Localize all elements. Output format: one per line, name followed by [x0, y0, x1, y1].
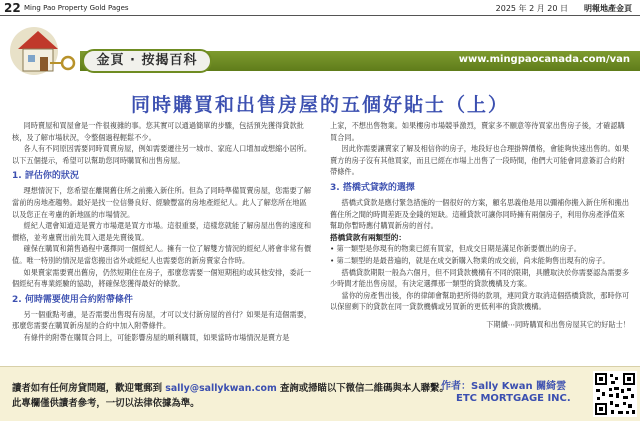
body-paragraph: 經紀人還會知道這是賣方市場還是買方市場。這很重要，這樣您就能了解房屋出售的速度和價格，並考慮賣出前先買入還是先賣後買。 — [12, 221, 312, 242]
list-item: • 第一類型是你現有的物業已經有買家，但成交日期是滿足你新要價出的房子。 — [330, 244, 581, 254]
body-paragraph: 因此你需要讓賣家了解及相信你的房子，地段好也合理掛牌價格，會能夠快速出售的。如果賣方的房子沒有其他買家，而且已經在市場上出售了一段時間，他們大可能會同意簽訂合約附帶條件。 — [330, 144, 630, 177]
author-name: 作者：Sally Kwan 關綺雲 — [441, 381, 567, 392]
footer-text: 讀者如有任何房貸問題，歡迎電郵到 — [12, 383, 166, 394]
body-paragraph: 搭橋貸款期限一般為六個月，但不同貸款機構有不同的限期，具體取決於你需要認為需要多少時間才能出售房屋，有決定選擇那一類型的貸款機構及方案。 — [330, 267, 630, 289]
intro-paragraph: 同時賣屋和買屋會是一件很複雜的事。您其實可以通過簡單的步驟，包括預先獲得貸款批核，及了解市場狀況，令整個過程輕鬆不少。 — [12, 121, 304, 142]
body-paragraph: 如果賣家需要賣出舊房，仍然短期住在房子，那麼您需要一個短期租約或其他安排，委託一個經紀有專業經驗的協助，將確保您獲得最好的條款。 — [12, 267, 312, 289]
footer-contact-line — [12, 380, 449, 394]
issue-date: 2025 年 2 月 20 日 — [495, 4, 568, 13]
intro-paragraph: 各人有不同原因需要同時買賣房屋，例如需要遷往另一城市、家庭人口增加或想縮小居所。以下五個提示，希望可以幫助您同時購買和出售房屋。 — [12, 144, 312, 165]
column-banner — [80, 51, 640, 71]
footer-box — [0, 366, 640, 421]
website-link[interactable]: www.mingpaocanada.com/van — [458, 54, 630, 65]
section-heading-3: 3. 搭橋式貸款的選擇 — [330, 182, 415, 193]
body-paragraph: 上家，不想出售物業。如果樓房市場競爭激烈，賣家多不願意等待買家出售房子後，才確認購買合同。 — [330, 121, 625, 142]
article-left-column — [12, 120, 312, 344]
body-paragraph: 當你的房產售出後，你的律師會幫助把所得的款項，連同貸方取消這個搭橋貸款，那時你可以保留剩下的貸款在同一貸款機構或另買新的更低利率的貸款機構。 — [330, 290, 630, 312]
body-paragraph: 搭橋式貸款是應付緊急措施的一個很好的方案，顧名思義他是用以彌補你搬入新住所和搬出舊住所之間的時間差距及金錢的短缺。這種貸款可讓你同時擁有兩個房子，利用你房產淨值來幫助你暫時應付購買新房的首付。 — [330, 197, 630, 231]
list-item: • 第二類型的是最普遍的，就是在成交新購入物業的成交前，尚未能夠售出現有的房子。 — [330, 255, 610, 265]
sub-heading: 搭橋貸款有兩類型的： — [330, 232, 406, 242]
page-top-bar — [0, 0, 640, 16]
email-link[interactable]: sally@sallykwan.com — [165, 383, 277, 394]
bullet-list — [330, 243, 630, 266]
column-header — [0, 17, 640, 81]
house-with-key-icon — [4, 19, 86, 79]
article-right-column — [330, 120, 630, 331]
publication-name: Ming Pao Property Gold Pages — [24, 4, 129, 12]
page-number: 22 — [4, 1, 21, 15]
wechat-qr-code-icon[interactable] — [593, 371, 637, 417]
body-paragraph: 另一個重點考慮，是否需要出售現有房屋，才可以支付新房屋的首付？如果是有這個需要，那麼您需要在購買新房屋的合約中加入附帶條件。 — [12, 309, 312, 331]
column-title: 金頁 · 按揭百科 — [82, 49, 212, 73]
section-heading-1: 1. 評估你的狀況 — [12, 171, 79, 182]
to-be-continued: 下期續⋯同時購買和出售房屋其它的好貼士！ — [486, 319, 630, 329]
body-paragraph: 理想情況下，您希望在離開舊住所之前搬入新住所。但為了同時準備買賣房屋，您需要了解當前的房地產趨勢。最好是找一位信譽良好、經驗豐富的房地產經紀人。此人了解您所在地區以及您正在考慮的新地區的市場情況。 — [12, 186, 312, 219]
company-name: ETC MORTGAGE INC. — [456, 393, 571, 404]
footer-disclaimer: 此專欄僅供讀者參考，一切以法律依據為準。 — [12, 398, 200, 409]
footer-text: 查詢或掃瞄以下微信二維碼與本人聯繫。 — [276, 383, 449, 394]
section-heading-2: 2. 何時需要使用合約附帶條件 — [12, 294, 133, 305]
article-headline: 同時購買和出售房屋的五個好貼士（上） — [130, 94, 509, 116]
body-paragraph: 確保在購買和銷售過程中選擇同一個經紀人。擁有一位了解雙方情況的經紀人將會非常有價值。唯一特別的情況是當您搬出省外或經紀人也需要您的新房賣家合作時。 — [12, 244, 312, 265]
body-paragraph: 有條件的附帶在購買合同上，可能影響房屋的順利購買，如果當時市場情況是賣方是 — [23, 332, 290, 342]
section-name: 明報地產金頁 — [584, 4, 632, 13]
